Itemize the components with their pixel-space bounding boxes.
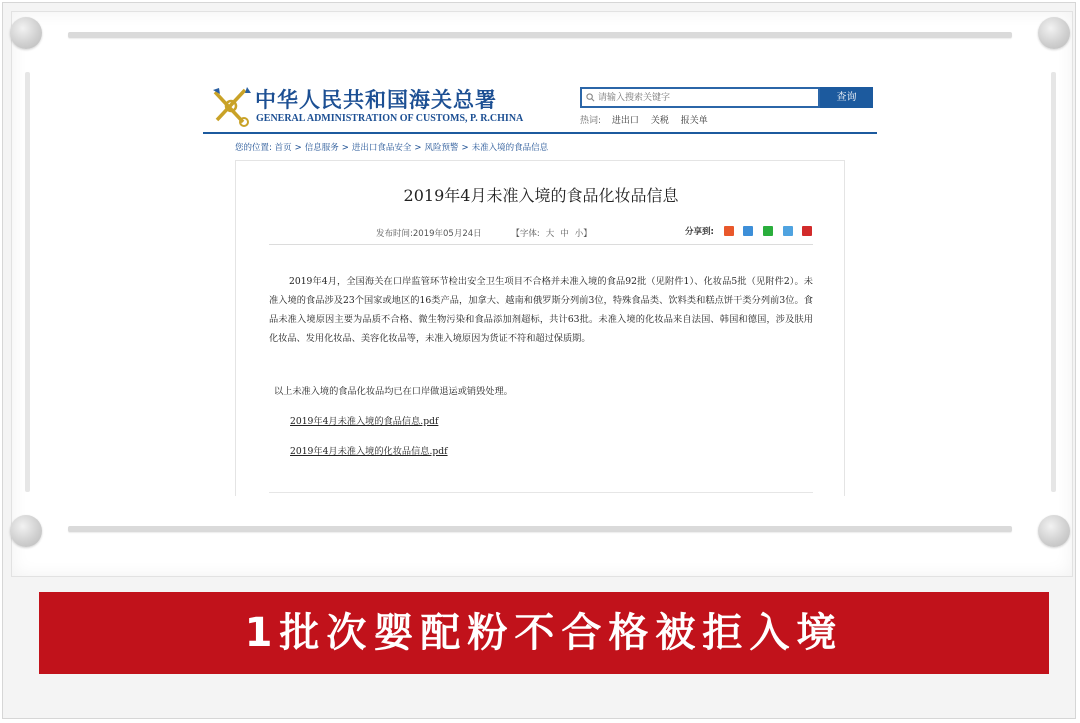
article-bottom-divider	[269, 492, 813, 493]
font-medium-button[interactable]: 中	[560, 229, 569, 239]
search-box	[580, 87, 820, 108]
breadcrumb-item[interactable]: 进出口食品安全	[351, 143, 412, 153]
hot-words-label: 热词:	[580, 116, 602, 126]
article-title: 2019年4月未准入境的食品化妆品信息	[403, 186, 679, 205]
bolt-top-right	[1038, 17, 1070, 49]
site-name-cn[interactable]: 中华人民共和国海关总署	[255, 87, 497, 112]
hot-word-link[interactable]: 报关单	[680, 116, 708, 126]
bolt-top-left	[10, 17, 42, 49]
renren-share-icon[interactable]	[802, 226, 812, 236]
site-header	[203, 78, 877, 134]
banner-text: 1批次婴配粉不合格被拒入境	[244, 610, 844, 656]
left-rail	[25, 72, 30, 492]
bolt-bottom-right	[1038, 515, 1070, 547]
publish-date: 2019年05月24日	[412, 229, 482, 239]
wechat-share-icon[interactable]	[763, 226, 773, 236]
header-divider	[203, 132, 877, 134]
breadcrumb-prefix: 您的位置:	[235, 143, 272, 153]
hot-word-link[interactable]: 进出口	[611, 116, 639, 126]
qzone-share-icon[interactable]	[743, 226, 753, 236]
customs-emblem-icon	[209, 84, 253, 128]
bottom-rail	[68, 526, 1012, 532]
search-icon	[586, 93, 595, 102]
breadcrumb-item[interactable]: 风险预警	[424, 143, 459, 153]
hot-word-link[interactable]: 关税	[650, 116, 669, 126]
attachment-link-food[interactable]: 2019年4月未准入境的食品信息.pdf	[290, 416, 439, 427]
font-large-button[interactable]: 大	[545, 229, 555, 239]
tencent-weibo-share-icon[interactable]	[783, 226, 793, 236]
top-rail	[68, 32, 1012, 38]
publish-label: 发布时间:	[376, 229, 413, 239]
article-paragraph-1: 2019年4月，全国海关在口岸监管环节检出安全卫生项目不合格并未准入境的食品92批（见附件1）、化妆品5批（见附件2）。未准入境的食品涉及23个国家或地区的16类产品，加拿大、越南和俄罗斯分列前3位，特殊食品类、饮料类和糕点饼干类分列前3位。食品未准入境原因主要为品质不合格、微生物污染和食品添加剂超标，共计63批。未准入境的化妆品来自法国、韩国和德国，涉及肤用化妆品、发用化妆品、美容化妆品等，未准入境原因为货证不符和超过保质期。	[269, 276, 813, 344]
right-rail	[1051, 72, 1056, 492]
share-bar	[685, 225, 812, 237]
weibo-share-icon[interactable]	[724, 226, 734, 236]
hot-words	[580, 113, 717, 126]
article-panel	[235, 160, 845, 496]
font-label: 【字体:	[511, 229, 540, 239]
share-label: 分享到:	[685, 227, 714, 237]
breadcrumb-item[interactable]: 未准入境的食品信息	[471, 143, 549, 153]
article-meta	[376, 227, 595, 239]
breadcrumb-item[interactable]: 信息服务	[304, 143, 339, 153]
bolt-bottom-left	[10, 515, 42, 547]
site-name-en[interactable]: GENERAL ADMINISTRATION OF CUSTOMS, P. R.CHINA	[256, 113, 524, 124]
font-small-button[interactable]: 小】	[574, 229, 592, 239]
search-input[interactable]	[596, 89, 818, 106]
search-button[interactable]: 查询	[820, 87, 873, 108]
attachment-link-cosmetics[interactable]: 2019年4月未准入境的化妆品信息.pdf	[290, 446, 448, 457]
article-paragraph-2: 以上未准入境的食品化妆品均已在口岸做退运或销毁处理。	[274, 386, 513, 397]
headline-banner	[39, 592, 1049, 674]
meta-divider	[269, 244, 813, 245]
breadcrumb-item[interactable]: 首页	[274, 143, 292, 153]
breadcrumb: 您的位置: 首页 > 信息服务 > 进出口食品安全 > 风险预警 > 未准入境的食品信息	[235, 143, 549, 153]
font-size-control	[508, 229, 594, 239]
webpage-screenshot	[203, 78, 877, 496]
